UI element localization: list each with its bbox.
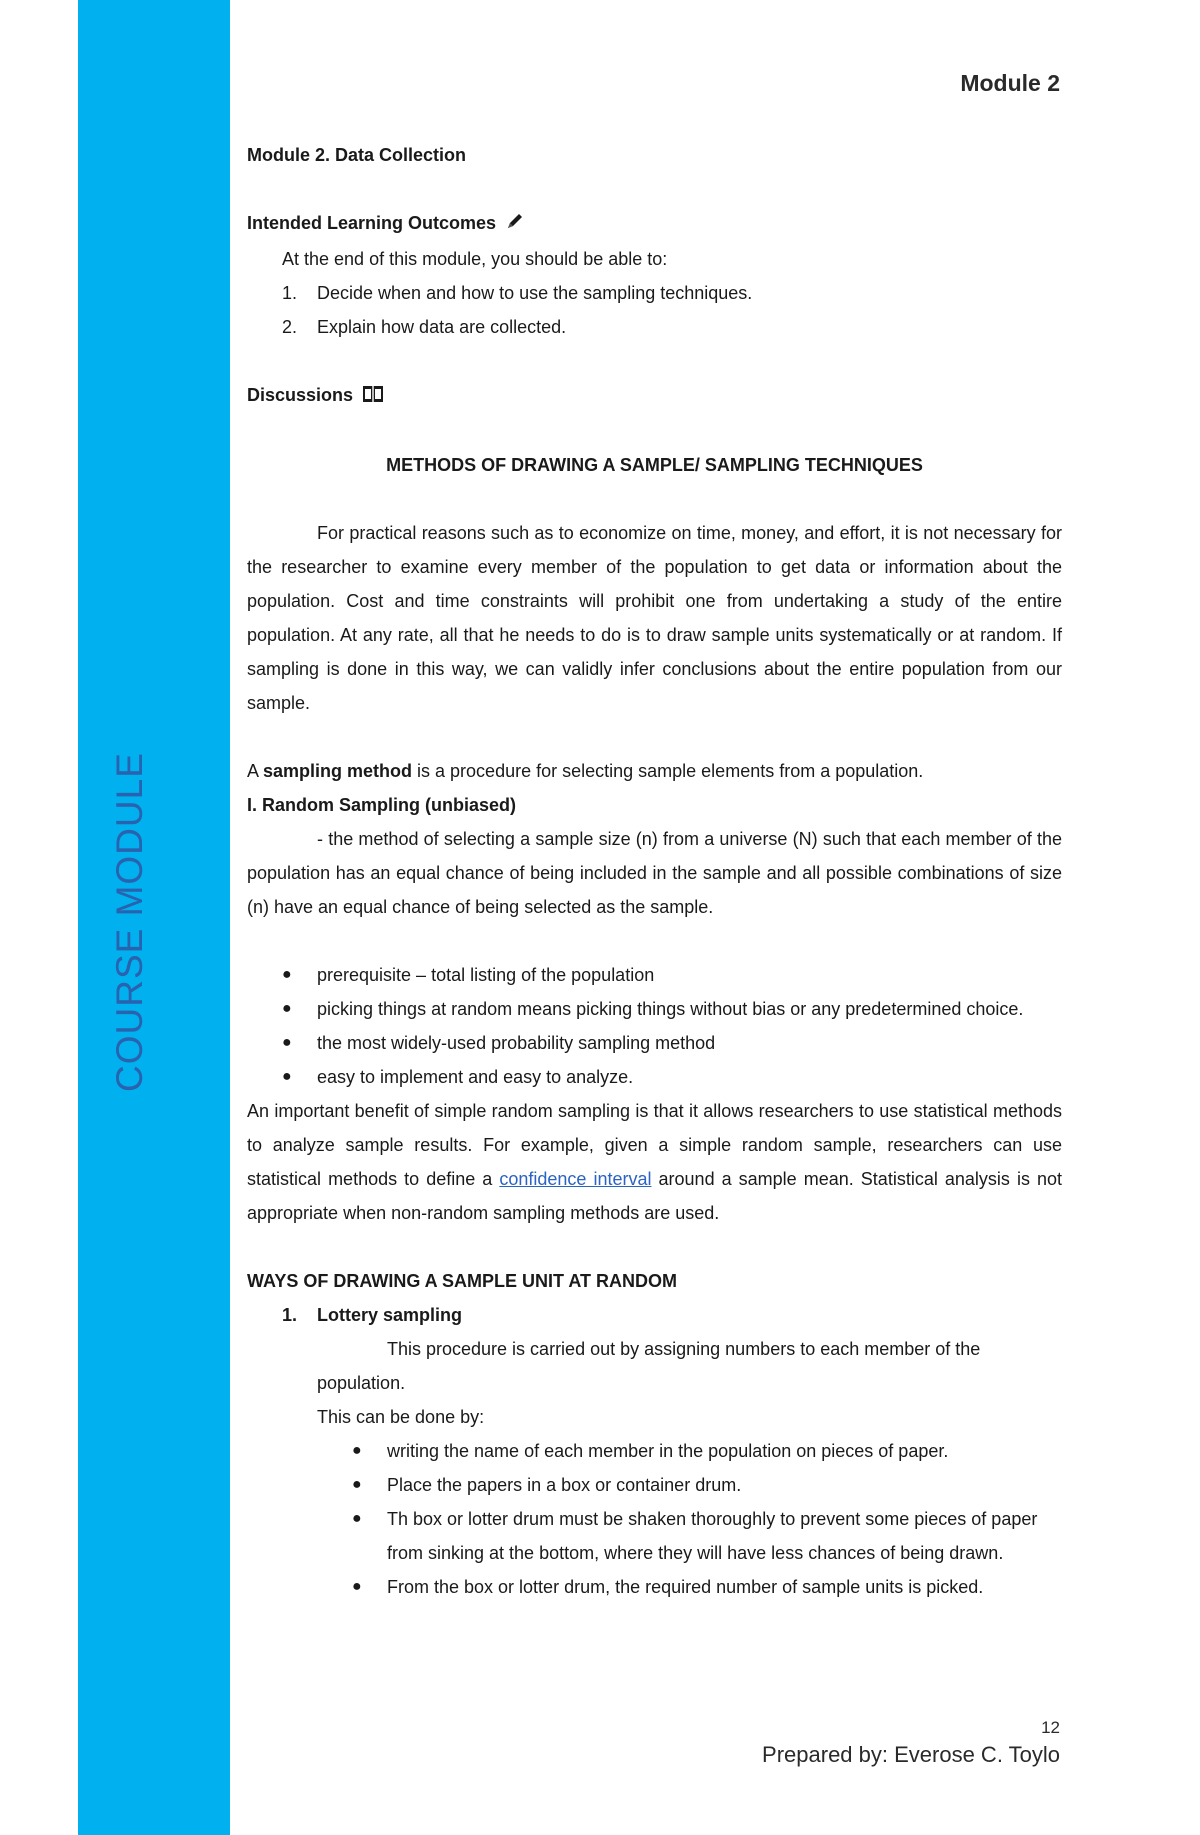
- bullet: ●: [352, 1510, 362, 1527]
- list-item: [247, 958, 1062, 992]
- list-item: [247, 1570, 1062, 1604]
- bullet: ●: [282, 1000, 292, 1017]
- random-sampling-definition: - the method of selecting a sample size (n) from a universe (N) such that each member of the population has an equal chance of being included in the sample and all possible combinations of size (n) have an equal chance of being selected as the sample.: [247, 829, 1062, 917]
- prepared-by: Prepared by: Everose C. Toylo: [762, 1742, 1060, 1767]
- benefit-text: around a sample mean. Statistical analysis is not appropriate when non-random sampling methods are used.: [247, 1169, 1063, 1223]
- lottery-intro: This can be done by:: [317, 1407, 485, 1427]
- benefit-text: An important benefit of simple random sampling is that it allows researchers to use statistical methods to analyze sample results. For example, given a simple random sample, researchers can use statistical methods to define a: [247, 1101, 1062, 1189]
- ilo-item-text: Decide when and how to use the sampling techniques.: [317, 283, 753, 303]
- lottery-number: 1.: [282, 1305, 298, 1325]
- benefit-paragraph: [247, 1094, 1062, 1230]
- bullet: ●: [352, 1476, 362, 1493]
- bullet: ●: [352, 1578, 362, 1595]
- list-item: [247, 1434, 1062, 1468]
- list-item-text: the most widely-used probability sampling method: [317, 1033, 716, 1053]
- list-item-text: prerequisite – total listing of the population: [317, 965, 655, 985]
- term-sampling-method: sampling method: [263, 761, 413, 781]
- list-item-text: Th box or lotter drum must be shaken thoroughly to prevent some pieces of paper from sinking at the bottom, where they will have less chances of being drawn.: [387, 1509, 1038, 1563]
- sidebar-label: COURSE MODULE: [109, 752, 150, 1092]
- definition-text: is a procedure for selecting sample elements from a population.: [412, 761, 924, 781]
- module-title: Module 2. Data Collection: [247, 145, 467, 165]
- list-item: [247, 1502, 1062, 1570]
- discussions-heading-row: [247, 378, 1062, 414]
- list-item: [247, 1468, 1062, 1502]
- random-sampling-heading: I. Random Sampling (unbiased): [247, 795, 517, 815]
- bullet: ●: [282, 1068, 292, 1085]
- lottery-heading: Lottery sampling: [317, 1305, 463, 1325]
- list-item-text: Place the papers in a box or container drum.: [387, 1475, 742, 1495]
- sidebar-band: [78, 0, 230, 1835]
- ilo-item: [247, 310, 1062, 344]
- book-icon: [362, 380, 384, 414]
- section-title: METHODS OF DRAWING A SAMPLE/ SAMPLING TECHNIQUES: [386, 455, 923, 475]
- header-module-label: Module 2: [960, 70, 1060, 96]
- pencil-icon: [505, 208, 525, 242]
- list-item-text: easy to implement and easy to analyze.: [317, 1067, 634, 1087]
- ilo-heading: Intended Learning Outcomes: [247, 213, 497, 233]
- confidence-interval-link[interactable]: confidence interval: [499, 1169, 652, 1189]
- ilo-item-number: 1.: [282, 283, 298, 303]
- intro-paragraph: For practical reasons such as to economize on time, money, and effort, it is not necessary for the researcher to examine every member of the population to get data or information about the population. Cost and time constraints will prohibit one from undertaking a study of the entire population. At any rate, all that he needs to do is to draw sample units systematically or at random. If sampling is done in this way, we can validly infer conclusions about the entire population from our sample.: [247, 523, 1062, 713]
- list-item-text: picking things at random means picking things without bias or any predetermined choice.: [317, 999, 1024, 1019]
- list-item-text: writing the name of each member in the population on pieces of paper.: [387, 1441, 949, 1461]
- lottery-heading-row: [247, 1298, 1062, 1332]
- lottery-description: This procedure is carried out by assigning numbers to each member of the population.: [317, 1339, 981, 1393]
- document-body: [247, 138, 1062, 1604]
- definition-prefix: A: [247, 761, 264, 781]
- ilo-item: [247, 276, 1062, 310]
- ilo-item-text: Explain how data are collected.: [317, 317, 567, 337]
- ilo-heading-row: [247, 206, 1062, 242]
- list-item: [247, 1026, 1062, 1060]
- sampling-method-definition: [247, 754, 1062, 788]
- list-item-text: From the box or lotter drum, the required number of sample units is picked.: [387, 1577, 984, 1597]
- list-item: [247, 1060, 1062, 1094]
- bullet: ●: [282, 1034, 292, 1051]
- bullet: ●: [352, 1442, 362, 1459]
- bullet: ●: [282, 966, 292, 983]
- page-number: 12: [1041, 1718, 1060, 1737]
- ilo-item-number: 2.: [282, 317, 298, 337]
- ilo-intro: At the end of this module, you should be able to:: [282, 249, 668, 269]
- ways-heading: WAYS OF DRAWING A SAMPLE UNIT AT RANDOM: [247, 1271, 677, 1291]
- discussions-heading: Discussions: [247, 385, 354, 405]
- list-item: [247, 992, 1062, 1026]
